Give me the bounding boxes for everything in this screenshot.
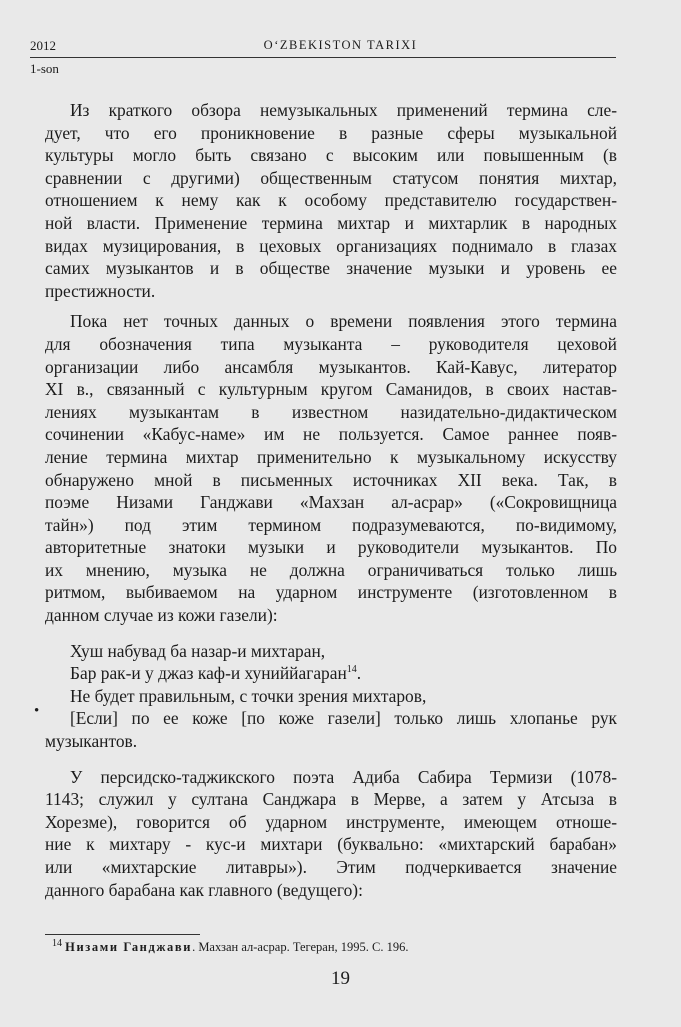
text-line: данном случае из кожи газели):: [45, 605, 278, 626]
footnote-ref: 14: [52, 937, 62, 949]
text-line: Из краткого обзора немузыкальных применений термина сле-: [70, 100, 617, 120]
text-line: тайн») под этим термином подразумеваются, по-видимому,: [45, 514, 617, 535]
text-line: сочинении «Кабус-наме» им не пользуется. Самое раннее появ-: [45, 424, 617, 445]
text-line: видах музицирования, в цеховых организациях поднимало в глазах: [45, 235, 617, 256]
text-line: Пока нет точных данных о времени появления этого термина: [70, 311, 617, 332]
text-line: самих музыкантов и в обществе значение музыки и уровень ее: [45, 258, 617, 279]
text-line: их мнению, музыка не должна ограничиваться только лишь: [45, 559, 617, 580]
bullet-mark: •: [34, 703, 40, 719]
text-line: или «михтарские литавры»). Этим подчеркивается значение: [45, 857, 617, 877]
header-journal-title: O‘ZBEKISTON TARIXI: [263, 38, 418, 52]
verse-line-1: Хуш набувад ба назар-и михтаран,: [70, 640, 326, 661]
text-line: обнаружено мной в письменных источниках XII века. Так, в: [45, 469, 617, 490]
footnote-author: Низами Ганджави: [65, 940, 193, 954]
text-line: престижности.: [45, 280, 156, 301]
text-line: организации либо ансамбля музыкантов. Кай-Кавус, литератор: [45, 356, 617, 377]
footnote: [52, 937, 409, 955]
text-line: ние к михтару - кус-и михтари (буквально: «михтарский барабан»: [45, 834, 617, 855]
paragraph-2: [45, 310, 617, 626]
footnote-marker: 14: [346, 664, 357, 676]
text-line: поэме Низами Ганджави «Махзан ал-асрар» («Сокровищница: [45, 492, 617, 513]
text-line: ной власти. Применение термина михтар и михтарлик в народных: [45, 212, 617, 233]
verse-line-2: Бар рак-и у джаз каф-и хуниййагаран$^{14}$.: [70, 663, 362, 684]
text-line: Хорезме), говорится об ударном инструменте, имеющем отноше-: [45, 811, 617, 832]
text-line: отношением к нему как к особому представителю государствен-: [45, 190, 617, 211]
text-line: сравнении с другими) общественным статусом понятия михтар,: [45, 167, 617, 188]
article-body: [45, 99, 617, 901]
footnote-rule: [45, 934, 200, 935]
header-issue: 1-son: [30, 61, 59, 76]
translation-line-1: Не будет правильным, с точки зрения михтаров,: [70, 685, 427, 706]
text-line: 1143; служил у султана Санджара в Мерве, а затем у Атсыза в: [45, 789, 617, 810]
text-line: авторитетные знатоки музыки и руководители музыкантов. По: [45, 537, 617, 558]
paragraph-3: [45, 766, 617, 902]
header-year: 2012: [30, 38, 56, 53]
footnote-text: . Махзан ал-асрар. Тегеран, 1995. С. 196.: [192, 940, 409, 954]
text-line: ритмом, выбиваемом на ударном инструменте (изготовленном в: [45, 582, 617, 603]
translation-line-2: [45, 707, 617, 752]
text-line: данного барабана как главного (ведущего):: [45, 879, 363, 900]
text-line: дует, что его проникновение в разные сферы музыкальной: [45, 122, 617, 143]
text-line: лениях музыкантам в известном назидательно-дидактическом: [45, 401, 617, 422]
text-line: ление термина михтар применительно к музыкальному искусству: [45, 446, 617, 467]
text-line: для обозначения типа музыканта – руководителя цеховой: [45, 333, 617, 354]
paragraph-1: [45, 99, 617, 302]
header-rule: [30, 57, 616, 58]
text-line: музыкантов.: [45, 731, 138, 752]
text-line: культуры могло быть связано с высоким или повышенным (в: [45, 145, 617, 166]
text-line: [Если] по ее коже [по коже газели] только лишь хлопанье рук: [70, 708, 617, 729]
page-number: 19: [331, 968, 350, 989]
text-line: У персидско-таджикского поэта Адиба Сабира Термизи (1078-: [70, 766, 617, 787]
text-line: XI в., связанный с культурным кругом Саманидов, в своих настав-: [45, 379, 617, 400]
